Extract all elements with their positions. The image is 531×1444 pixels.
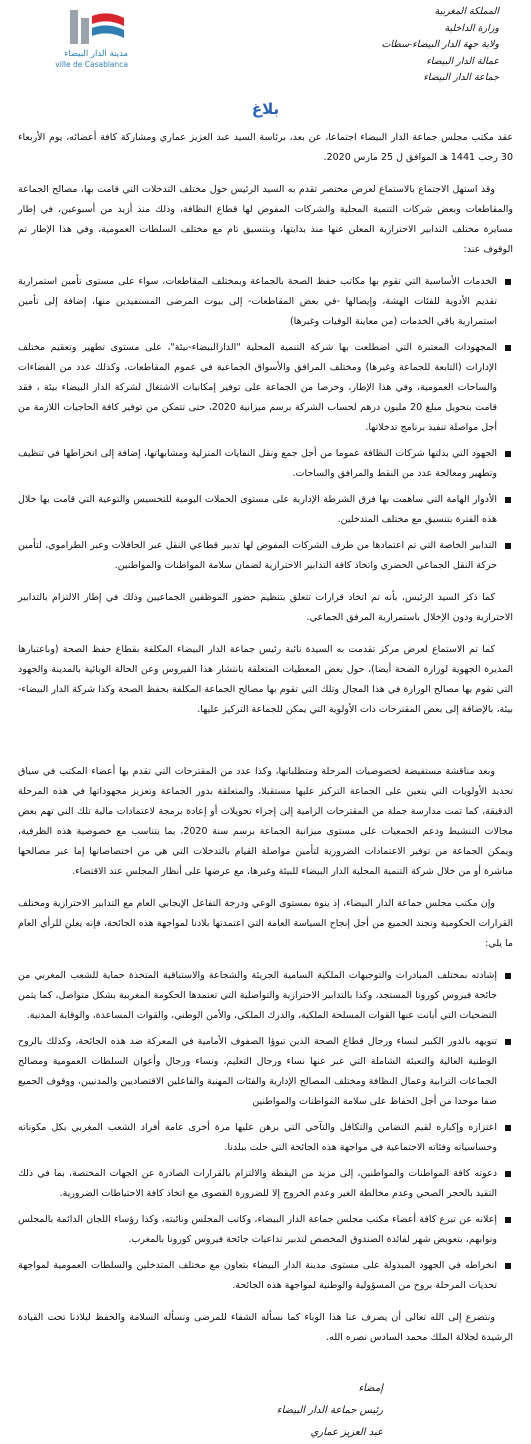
announcement-paragraph: وإن مكتب مجلس جماعة الدار البيضاء، إذ ينوه بمستوى الوعي ودرجة التفاعل الإيجابي العام مع التدابير الاحترازية ومختلف القرارات الحكومية وتجند الجميع من أجل إنجاح السياسة العامة التي اعتمدتها بلادنا لمواجهة هذه الجائحة، فإنه يعلن للرأي العام ما يلي: bbox=[18, 898, 513, 949]
meeting-paragraph: وقد استهل الاجتماع بالاستماع لعرض مختصر تقدم به السيد الرئيس حول مختلف التدخلات التي قامت بها، مصالح الجماعة والمقاطعات وبعض شركات التنمية المحلية والشركات المفوض لها قطاع النظافة، وذلك منذ أزيد من أسبوعين، في إطار مسايرة مختلف التدابير الاحترازية المعلن عنها منذ بدايتها، وبتنسيق تام مع مختلف السلطات العمومية، وفي هذا الإطار تم الوقوف عند: bbox=[18, 184, 513, 255]
list-item: الأدوار الهامة التي ساهمت بها فرق الشرطة الإدارية على مستوى الحملات اليومية للتحسيس والتوعية التي قامت بها خلال هذه الفترة بتنسيق مع مختلف المتدخلين. bbox=[18, 490, 513, 530]
health-paragraph: كما تم الاستماع لعرض مركز تقدمت به السيدة نائبة رئيس جماعة الدار البيضاء المكلفة بقطاع حفظ الصحة (وباعتبارها المديرة الجهوية لوزارة الصحة أيضا)، حول بعض المعطيات المتعلقة بانتشار هذا الفيروس وعن الحالة الوبائية بالمدينة والجهود التي تقوم بها مصالح الوزارة في هذا المجال وتلك التي تقوم بها مصالح الجماعة المكلفة بحفظ الصحة وكذا شركة الدار البيضاء-بيئة، بالإضافة إلى بعض المقترحات ذات الأولوية التي يمكن للجماعة التركيز عليها. bbox=[18, 644, 513, 715]
sender-block bbox=[299, 4, 499, 87]
signature-role: رئيس جماعة الدار البيضاء bbox=[276, 1405, 383, 1416]
interventions-list bbox=[18, 272, 513, 576]
sender-line: وزارة الداخلية bbox=[444, 22, 499, 34]
list-item: إعلانه عن تبرع كافة أعضاء مكتب مجلس جماعة الدار البيضاء، وكاتب المجلس ونائبته، وكذا رؤساء اللجان الدائمة بالمجلس ونوابهم، بتعويض شهر لفائدة الصندوق المخصص لتدبير تداعيات جائحة فيروس كورونا بالمغرب. bbox=[18, 1210, 513, 1250]
list-item: الجهود التي بذلتها شركات النظافة عموما من أجل جمع ونقل النفايات المنزلية ومشابهاتها، إضافة إلى انخراطها في تنظيف وتطهير ومعالجة عدد من النقط والمرافق والساحات. bbox=[18, 444, 513, 484]
list-item: الخدمات الأساسية التي تقوم بها مكاتب حفظ الصحة بالجماعة وبمختلف المقاطعات، سواء على مستوى تأمين استمرارية تقديم الأدوية للفئات الهشة، وإيصالها -في بعض المقاطعات- إلى بيوت المرضى المستفيدين منها، إضافة إلى تأمين استمرارية باقي الخدمات (من معاينة الوفيات وغيرها) bbox=[18, 272, 513, 332]
staff-paragraph: كما ذكر السيد الرئيس، بأنه تم اتخاذ قرارات تتعلق بتنظيم حضور الموظفين الجماعيين وذلك في إطار الالتزام بالتدابير الاحترازية ودون الإخلال باستمرارية المرفق الجماعي. bbox=[18, 592, 513, 623]
sender-line: عمالة الدار البيضاء bbox=[426, 55, 499, 67]
document-header bbox=[18, 0, 513, 100]
list-item: دعوته كافة المواطنات والمواطنين، إلى مزيد من اليقظة والالتزام بالقرارات الصادرة عن الجهات المختصة، بما في ذلك التقيد بالحجر الصحي وعدم مخالطة الغير وعدم الخروج إلا للضرورة القصوى مع اتخاذ كافة الاحتياطات الضرورية. bbox=[18, 1164, 513, 1204]
list-item: تنويهه بالدور الكبير لنساء ورجال قطاع الصحة الذين تبوؤا الصفوف الأمامية في المعركة ضد هذه الجائحة، وكذلك بالروح الوطنية العالية والتعبئة الشاملة التي عبر عنها نساء ورجال التعليم، ونساء ورجال وأعوان السلطات العمومية ومصالح الجماعات الترابية وعمال النظافة ومختلف المصالح الإدارية والفئات المهنية والفاعلين الاقتصاديين والمدنيين، ووقوف الجميع صفا موحدا من أجل الحفاظ على سلامة المواطنات والمواطنين bbox=[18, 1032, 513, 1112]
logo-arabic-text: مدينة الدار البيضاء bbox=[64, 49, 128, 59]
spacer bbox=[18, 732, 513, 762]
intro-paragraph: عقد مكتب مجلس جماعة الدار البيضاء اجتماعا، عن بعد، برئاسة السيد عبد العزيز عماري ومشاركة كافة أعضائه، يوم الأربعاء 30 رجب 1441 هـ الموافق ل 25 مارس 2020. bbox=[18, 132, 513, 163]
announcements-list bbox=[18, 966, 513, 1296]
sender-line: المملكة المغربية bbox=[434, 6, 499, 17]
city-logo bbox=[24, 6, 144, 69]
signature-label: إمضاء bbox=[358, 1383, 383, 1394]
list-item: اعتزازه وإكباره لقيم التضامن والتكافل والتآخي التي برهن عليها مرة أخرى عامة أفراد الشعب المغربي بكل مكوناته وحساسياته وفئاته الاجتماعية في مواجهة هذه الجائحة التي حلت ببلدنا. bbox=[18, 1118, 513, 1158]
closing-paragraph: ونتضرع إلى الله تعالى أن يصرف عنا هذا الوباء كما نسأله الشفاء للمرضى ونسأله السلامة والحفظ لبلادنا تحت القيادة الرشيدة لجلالة الملك محمد السادس نصره الله. bbox=[18, 1312, 513, 1343]
logo-french-text: ville de Casablanca bbox=[55, 60, 128, 69]
list-item: إشادته بمختلف المبادرات والتوجيهات الملكية السامية الجريئة والشجاعة والاستباقية المتخذة حماية للشعب المغربي من جائحة فيروس كورونا المستجد، وكذا بالتدابير الاحترازية والتواصلية التي تعتمدها الحكومة المغربية بشكل متواصل، كما يثمن التضحيات التي أبانت عنها القوات المسلحة الملكية، والدرك الملكي، والأمن الوطني، والقوات المساعدة، والوقاية المدنية. bbox=[18, 966, 513, 1026]
document-title: بلاغ bbox=[251, 100, 280, 118]
signature-block bbox=[18, 1378, 513, 1444]
sender-line: ولاية جهة الدار البيضاء-سطات bbox=[381, 39, 499, 50]
list-item: المجهودات المعتبرة التي اضطلعت بها شركة التنمية المحلية "الدارالبيضاء-بيئة"، على مستوى تطهير وتعقيم مختلف الإدارات (التابعة للجماعة وغيرها) ومختلف المرافق والأسواق الجماعية في عموم المقاطعات، وكذلك عدد من الفضاءات والساحات العمومية، وفي هذا الإطار، وحرصا من الجماعة على توفير إمكانيات الاشتغال لشركة الدار البيضاء بيئة ، فقد قامت بتحويل مبلغ 20 مليون درهم لحساب الشركة برسم ميزانية 2020، حتى تتمكن من توفير كافة الحاجيات اللازمة من أجل مواصلة تنفيذ برنامج تدخلاتها. bbox=[18, 338, 513, 438]
discussion-paragraph: وبعد مناقشة مستفيضة لخصوصيات المرحلة ومتطلباتها، وكذا عدد من المقترحات التي تقدم بها أعضاء المكتب في سياق تحديد الأولويات التي يتعين على الجماعة التركيز عليها مستقبلا، والمتعلقة بدور الجماعة وتعزيز مجهوداتها في هذه المرحلة الدقيقة، كما تمت مدارسة جملة من المقترحات الرامية إلى إجراء تحويلات أو إعادة برمجة لاعتمادات مالية تلك التي تهم بعض مجالات التنشيط ودعم الجمعيات على مستوى ميزانية الجماعة برسم سنة 2020، بما يتناسب مع خصوصية هذه الظرفية، ويمكن الجماعة من توفير الاعتمادات الضرورية لتأمين مواصلة القيام بالتدخلات التي هي من اختصاصاتها إما عبر مصالحها مباشرة أو من خلال شركة التنمية المحلية الدار البيضاء للبيئة وغيرها، مع عرضها على أنظار المجلس عند الاقتضاء. bbox=[18, 766, 514, 877]
casablanca-emblem-icon bbox=[64, 6, 128, 48]
signature-name: عبد العزيز عماري bbox=[310, 1427, 383, 1438]
sender-line: جماعة الدار البيضاء bbox=[423, 72, 499, 83]
list-item: انخراطه في الجهود المبذولة على مستوى مدينة الدار البيضاء بتعاون مع مختلف المتدخلين والسلطات العمومية لمواجهة تحديات المرحلة بروح من المسؤولية والوطنية لمواجهة هذه الجائحة. bbox=[18, 1256, 513, 1296]
list-item: التدابير الخاصة التي تم اعتمادها من طرف الشركات المفوض لها تدبير قطاعي النقل عبر الحافلات وعبر الطراموي، لتأمين حركة النقل الجماعي الحضري واتخاذ كافة التدابير الاحترازية لضمان سلامة المواطنات والمواطنين. bbox=[18, 536, 513, 576]
